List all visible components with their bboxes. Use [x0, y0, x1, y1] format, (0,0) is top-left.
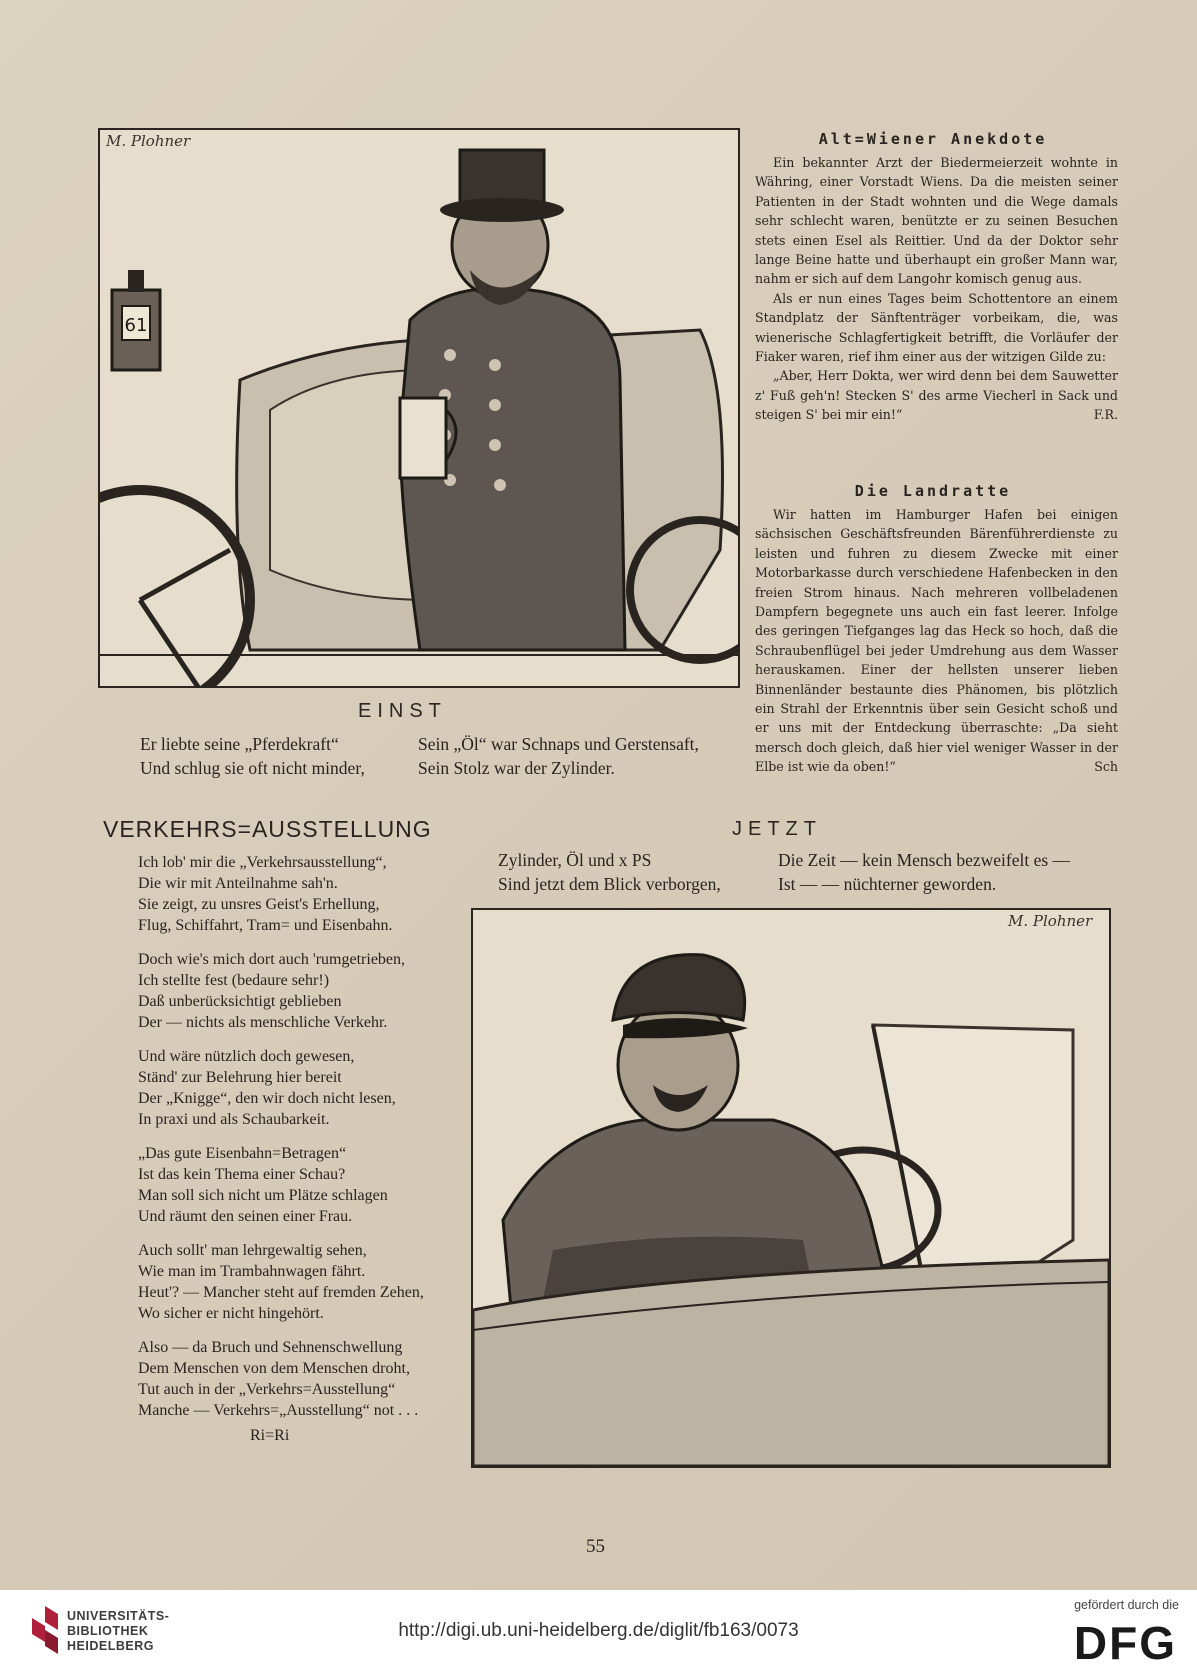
anecdote-title: Alt=Wiener Anekdote: [818, 130, 1048, 148]
verse-line: Ist — — nüchterner geworden.: [778, 874, 997, 894]
poem-line: Ständ' zur Belehrung hier bereit: [138, 1069, 342, 1086]
coachman-drawing: [100, 130, 738, 686]
anecdote-paragraph: Als er nun eines Tages beim Schottentore an einem Standplatz der Sänftenträger vorbeikam, die, was wienerische Schlagfertigkeit betrifft, die Vorläufer der Fiaker waren, rief ihm einer aus der witzigen Gilde zu:: [755, 290, 1118, 365]
verse-line: Er liebte seine „Pferdekraft“: [140, 734, 339, 754]
poem-line: Daß unberücksichtigt geblieben: [138, 993, 342, 1010]
poem-stanza: [138, 1240, 424, 1324]
poem-author: Ri=Ri: [250, 1427, 290, 1444]
poem-stanza: [138, 1143, 424, 1227]
anecdote-paragraph: [755, 366, 1118, 424]
poem-line: Manche — Verkehrs=„Ausstellung“ not . . .: [138, 1402, 419, 1419]
landratte-story: Wir hatten im Hamburger Hafen bei einigen sächsischen Geschäftsfreunden Bärenführerdienste zu leisten und fuhren zu diesem Zwecke mit einer Motorbarkasse durch verschiedene Hafenbecken in den freien Strom hinaus. Nach mehreren vollbeladenen Dampfern begegnete uns auch ein fast leerer. Infolge des geringen Tiefganges lag das Heck so hoch, daß die Schraubenflügel bei jeder Umdrehung aus dem Wasser herauskamen. Einer der hellsten unserer lieben Binnenländer bestaunte dies Phänomen, bis plötzlich ein Strahl der Erkenntnis über sein Gesicht schoß und er uns mit der Entdeckung überraschte: „Da sieht mersch doch gleich, daß hier viel weniger Wasser in der Elbe ist wie da oben!“: [755, 507, 1118, 775]
poem-line: Man soll sich nicht um Plätze schlagen: [138, 1187, 388, 1204]
poem-line: In praxi und als Schaubarkeit.: [138, 1111, 330, 1128]
poem-line: Wo sicher er nicht hingehört.: [138, 1305, 324, 1322]
poem-line: Also — da Bruch und Sehnenschwellung: [138, 1339, 403, 1356]
jetzt-left-verse: [498, 848, 721, 896]
poem-line: Ist das kein Thema einer Schau?: [138, 1166, 346, 1183]
top-illustration-signature: M. Plohner: [106, 132, 191, 150]
poem-line: Ich stellte fest (bedaure sehr!): [138, 972, 330, 989]
poem-line: Die wir mit Anteilnahme sah'n.: [138, 875, 338, 892]
landratte-text: [755, 505, 1118, 777]
poem-line: Tut auch in der „Verkehrs=Ausstellung“: [138, 1381, 396, 1398]
landratte-title: Die Landratte: [854, 482, 1012, 500]
landratte-signature: Sch: [1094, 759, 1118, 775]
library-line: BIBLIOTHEK: [67, 1624, 149, 1638]
source-url-link[interactable]: http://digi.ub.uni-heidelberg.de/diglit/fb163/0073: [398, 1620, 799, 1641]
poem-line: Ich lob' mir die „Verkehrsausstellung“,: [138, 854, 387, 871]
jetzt-right-verse: [778, 848, 1070, 896]
poem-stanza: [138, 1337, 424, 1421]
library-line: UNIVERSITÄTS-: [67, 1609, 170, 1623]
poem-line: Der „Knigge“, den wir doch nicht lesen,: [138, 1090, 396, 1107]
poem-stanza: [138, 852, 424, 936]
jetzt-title: JETZT: [732, 818, 822, 840]
poem-line: Und räumt den seinen einer Frau.: [138, 1208, 353, 1225]
verkehr-poem: [138, 852, 424, 1446]
poem-stanza: [138, 1046, 424, 1130]
bottom-illustration-signature: M. Plohner: [1008, 912, 1093, 930]
poem-line: Auch sollt' man lehrgewaltig sehen,: [138, 1242, 367, 1259]
anecdote-signature: F.R.: [1093, 407, 1118, 423]
poem-line: Sie zeigt, zu unsres Geist's Erhellung,: [138, 896, 380, 913]
verse-line: Sein Stolz war der Zylinder.: [418, 758, 615, 778]
chauffeur-drawing: [473, 910, 1109, 1466]
verse-line: Sein „Öl“ war Schnaps und Gerstensaft,: [418, 734, 699, 754]
poem-line: Heut'? — Mancher steht auf fremden Zehen,: [138, 1284, 424, 1301]
poem-line: Flug, Schiffahrt, Tram= und Eisenbahn.: [138, 917, 393, 934]
jetzt-illustration: [471, 908, 1111, 1468]
poem-stanza: [138, 949, 424, 1033]
verse-line: Sind jetzt dem Blick verborgen,: [498, 874, 721, 894]
landratte-paragraph: [755, 505, 1118, 777]
poem-line: Der — nichts als menschliche Verkehr.: [138, 1014, 388, 1031]
verse-line: Und schlug sie oft nicht minder,: [140, 758, 365, 778]
anecdote-paragraph: Ein bekannter Arzt der Biedermeierzeit wohnte in Währing, einer Vorstadt Wiens. Da die meisten seiner Patienten in der Stadt wohnten und die Wege damals sehr schlecht waren, benützte er zu seinen Besuchen stets einen Esel als Reittier. Und da der Doktor sehr lange Beine hatte und überhaupt ein großer Mann war, nahm er sich auf dem Langohr komisch genug aus.: [755, 155, 1118, 287]
svg-text:61: 61: [124, 315, 148, 336]
poem-line: „Das gute Eisenbahn=Betragen“: [138, 1145, 347, 1162]
verse-line: Zylinder, Öl und x PS: [498, 850, 652, 870]
funded-by-label: gefördert durch die: [1074, 1598, 1179, 1612]
anecdote-text: [755, 153, 1118, 425]
library-line: HEIDELBERG: [67, 1639, 154, 1653]
footer-bar: [0, 1590, 1197, 1677]
einst-title: EINST: [358, 700, 447, 722]
poem-line: Dem Menschen von dem Menschen droht,: [138, 1360, 410, 1377]
anecdote-quote: „Aber, Herr Dokta, wer wird denn bei dem Sauwetter z' Fuß geh'n! Stecken S' des arme Viecherl in Sack und steigen S' bei mir ein!“: [755, 368, 1118, 423]
poem-line: Doch wie's mich dort auch 'rumgetrieben,: [138, 951, 406, 968]
page-number: 55: [586, 1536, 605, 1557]
verse-line: Die Zeit — kein Mensch bezweifelt es —: [778, 850, 1071, 870]
einst-right-verse: [418, 732, 699, 780]
poem-line: Und wäre nützlich doch gewesen,: [138, 1048, 355, 1065]
einst-illustration: [98, 128, 740, 688]
dfg-logo: DFG: [1073, 1617, 1177, 1669]
poem-line: Wie man im Trambahnwagen fährt.: [138, 1263, 366, 1280]
einst-left-verse: [140, 732, 365, 780]
verkehr-title: VERKEHRS=AUSSTELLUNG: [103, 816, 432, 842]
